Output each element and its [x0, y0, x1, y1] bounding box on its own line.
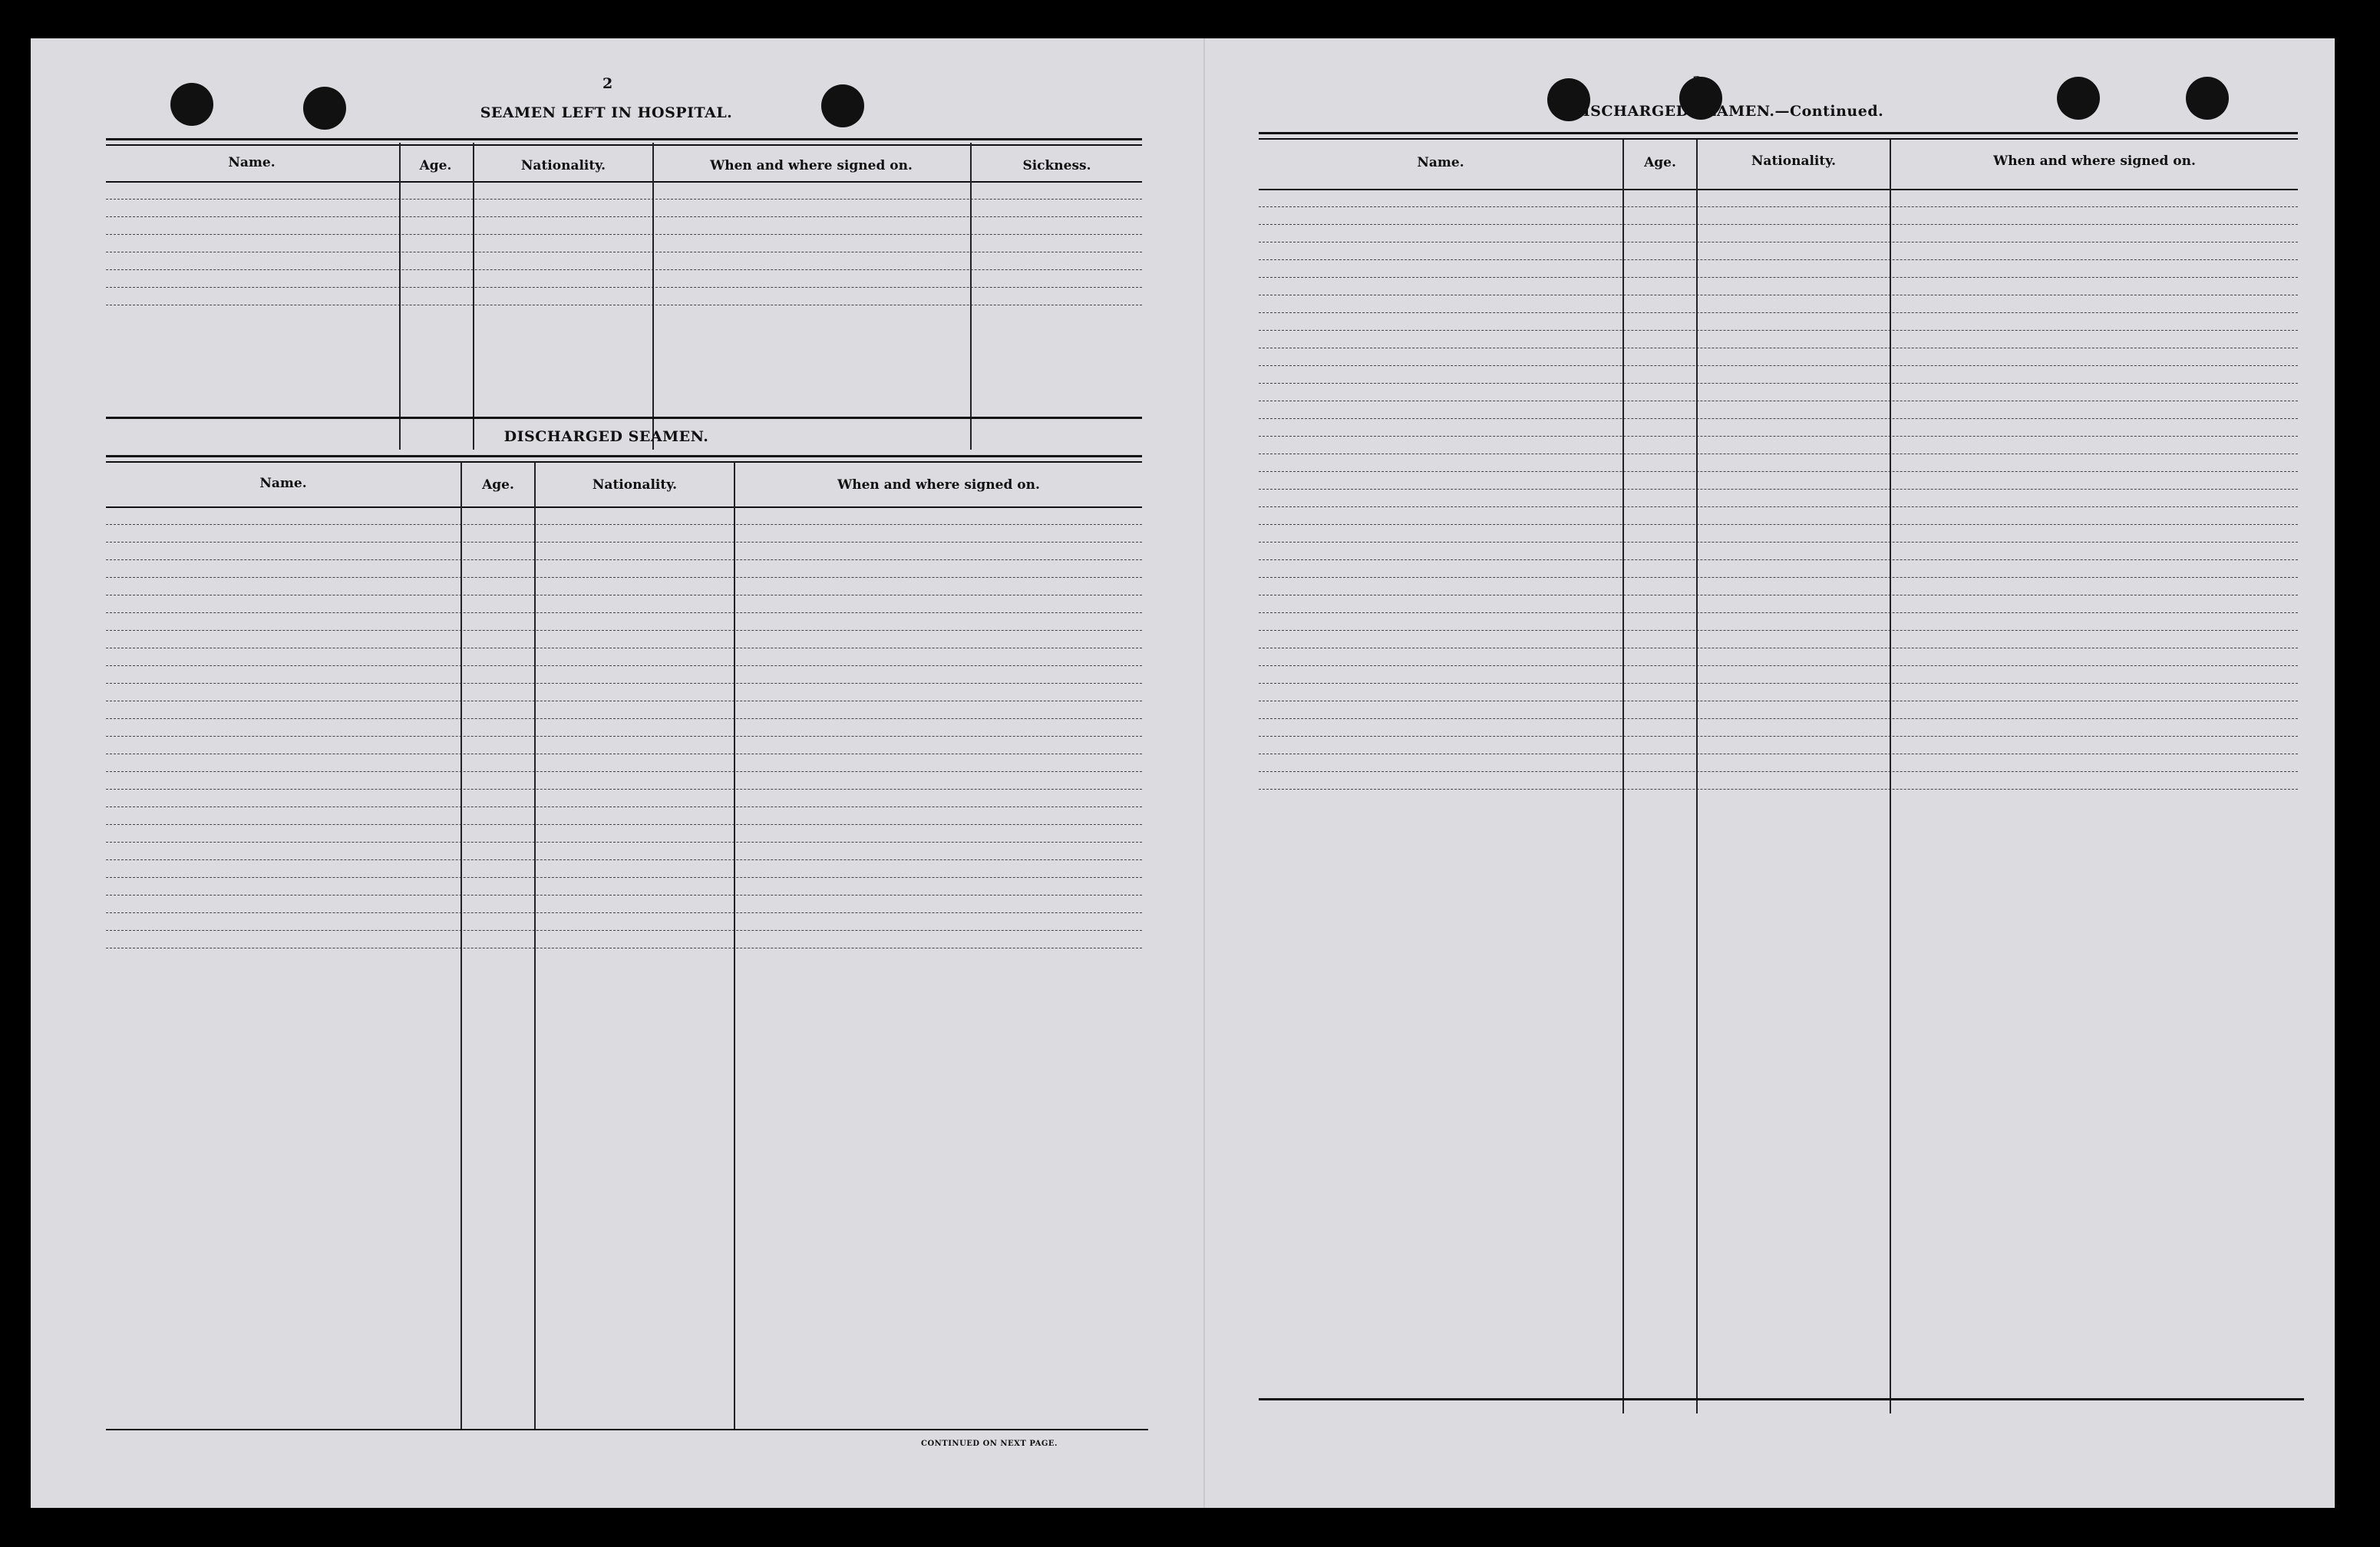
- blank-entry-row: [1259, 313, 2298, 331]
- blank-entry-row: [106, 825, 1142, 843]
- blank-entry-row: [1259, 507, 2298, 525]
- blank-entry-row: [1259, 543, 2298, 560]
- column-header-nationality: Nationality.: [592, 477, 678, 493]
- discharged-continued-title: DISCHARGED SEAMEN.—Continued.: [1570, 103, 1884, 120]
- blank-entry-row: [1259, 719, 2298, 737]
- blank-entry-row: [1259, 401, 2298, 419]
- column-divider: [970, 143, 972, 450]
- blank-entry-row: [106, 719, 1142, 737]
- column-header-name: Name.: [1417, 155, 1464, 170]
- punch-hole: [170, 83, 213, 126]
- blank-entry-row: [1259, 454, 2298, 472]
- blank-entry-row: [1259, 772, 2298, 790]
- blank-entry-row: [106, 560, 1142, 578]
- page-fold: [1203, 38, 1205, 1508]
- top-rule: [106, 138, 1142, 140]
- column-divider: [652, 143, 654, 450]
- continued-rows: [1259, 190, 2298, 790]
- blank-entry-row: [106, 754, 1142, 772]
- blank-entry-row: [106, 217, 1142, 235]
- blank-entry-row: [106, 288, 1142, 305]
- blank-entry-row: [1259, 260, 2298, 278]
- blank-entry-row: [1259, 666, 2298, 684]
- hospital-rows: [106, 182, 1142, 305]
- blank-entry-row: [106, 182, 1142, 200]
- page-number: 3: [1692, 74, 1703, 91]
- section-rule: [106, 455, 1142, 457]
- top-rule: [1259, 132, 2298, 134]
- blank-entry-row: [1259, 701, 2298, 719]
- blank-entry-row: [106, 931, 1142, 948]
- blank-entry-row: [106, 860, 1142, 878]
- top-rule: [1259, 138, 2298, 140]
- blank-entry-row: [1259, 684, 2298, 701]
- blank-entry-row: [1259, 225, 2298, 242]
- column-header-sickness: Sickness.: [1022, 158, 1091, 173]
- discharged-section-title: DISCHARGED SEAMEN.: [503, 428, 709, 445]
- blank-entry-row: [1259, 295, 2298, 313]
- blank-entry-row: [106, 631, 1142, 648]
- blank-entry-row: [106, 878, 1142, 896]
- blank-entry-row: [1259, 419, 2298, 437]
- punch-hole: [2057, 77, 2100, 120]
- section-rule: [106, 417, 1142, 419]
- blank-entry-row: [106, 200, 1142, 217]
- blank-entry-row: [106, 896, 1142, 913]
- blank-entry-row: [1259, 560, 2298, 578]
- column-divider: [1890, 140, 1891, 1413]
- blank-entry-row: [106, 252, 1142, 270]
- blank-entry-row: [106, 666, 1142, 684]
- column-header-name: Name.: [259, 476, 307, 491]
- blank-entry-row: [1259, 525, 2298, 543]
- bottom-rule: [106, 1429, 1148, 1430]
- blank-entry-row: [106, 913, 1142, 931]
- blank-entry-row: [106, 772, 1142, 790]
- blank-entry-row: [1259, 366, 2298, 384]
- top-rule: [106, 144, 1142, 146]
- blank-entry-row: [1259, 595, 2298, 613]
- column-header-age: Age.: [482, 477, 514, 493]
- blank-entry-row: [1259, 648, 2298, 666]
- column-divider: [399, 143, 401, 450]
- blank-entry-row: [1259, 490, 2298, 507]
- blank-entry-row: [106, 648, 1142, 666]
- bottom-rule: [1259, 1398, 2304, 1400]
- section-rule: [106, 461, 1142, 463]
- blank-entry-row: [1259, 242, 2298, 260]
- blank-entry-row: [1259, 754, 2298, 772]
- blank-entry-row: [1259, 348, 2298, 366]
- column-divider: [1696, 140, 1698, 1413]
- punch-hole: [303, 87, 346, 130]
- punch-hole: [2186, 77, 2229, 120]
- blank-entry-row: [1259, 190, 2298, 207]
- blank-entry-row: [106, 807, 1142, 825]
- column-divider: [1622, 140, 1624, 1413]
- column-header-signed-on: When and where signed on.: [1993, 153, 2196, 169]
- page-number: 2: [602, 75, 613, 92]
- column-header-nationality: Nationality.: [520, 158, 606, 173]
- blank-entry-row: [1259, 278, 2298, 295]
- column-header-signed-on: When and where signed on.: [837, 477, 1040, 493]
- blank-entry-row: [106, 525, 1142, 543]
- column-divider: [460, 462, 462, 1429]
- blank-entry-row: [1259, 384, 2298, 401]
- column-divider: [534, 462, 536, 1429]
- hospital-section-title: SEAMEN LEFT IN HOSPITAL.: [480, 104, 733, 121]
- blank-entry-row: [106, 737, 1142, 754]
- blank-entry-row: [106, 684, 1142, 701]
- column-header-nationality: Nationality.: [1751, 153, 1837, 169]
- blank-entry-row: [1259, 737, 2298, 754]
- column-header-name: Name.: [228, 155, 276, 170]
- punch-hole: [821, 84, 864, 127]
- blank-entry-row: [106, 595, 1142, 613]
- column-divider: [734, 462, 735, 1429]
- blank-entry-row: [106, 507, 1142, 525]
- blank-entry-row: [1259, 472, 2298, 490]
- document-sheet: [31, 38, 2335, 1508]
- column-divider: [473, 143, 474, 450]
- blank-entry-row: [106, 578, 1142, 595]
- blank-entry-row: [1259, 578, 2298, 595]
- column-header-age: Age.: [419, 158, 452, 173]
- blank-entry-row: [106, 543, 1142, 560]
- blank-entry-row: [1259, 331, 2298, 348]
- blank-entry-row: [106, 843, 1142, 860]
- blank-entry-row: [106, 790, 1142, 807]
- blank-entry-row: [106, 613, 1142, 631]
- column-header-age: Age.: [1644, 155, 1676, 170]
- blank-entry-row: [1259, 437, 2298, 454]
- blank-entry-row: [106, 701, 1142, 719]
- blank-entry-row: [106, 235, 1142, 252]
- continued-note: CONTINUED ON NEXT PAGE.: [921, 1440, 1058, 1448]
- blank-entry-row: [1259, 613, 2298, 631]
- blank-entry-row: [1259, 631, 2298, 648]
- blank-entry-row: [106, 270, 1142, 288]
- blank-entry-row: [1259, 207, 2298, 225]
- column-header-signed-on: When and where signed on.: [710, 158, 913, 173]
- discharged-rows: [106, 507, 1142, 948]
